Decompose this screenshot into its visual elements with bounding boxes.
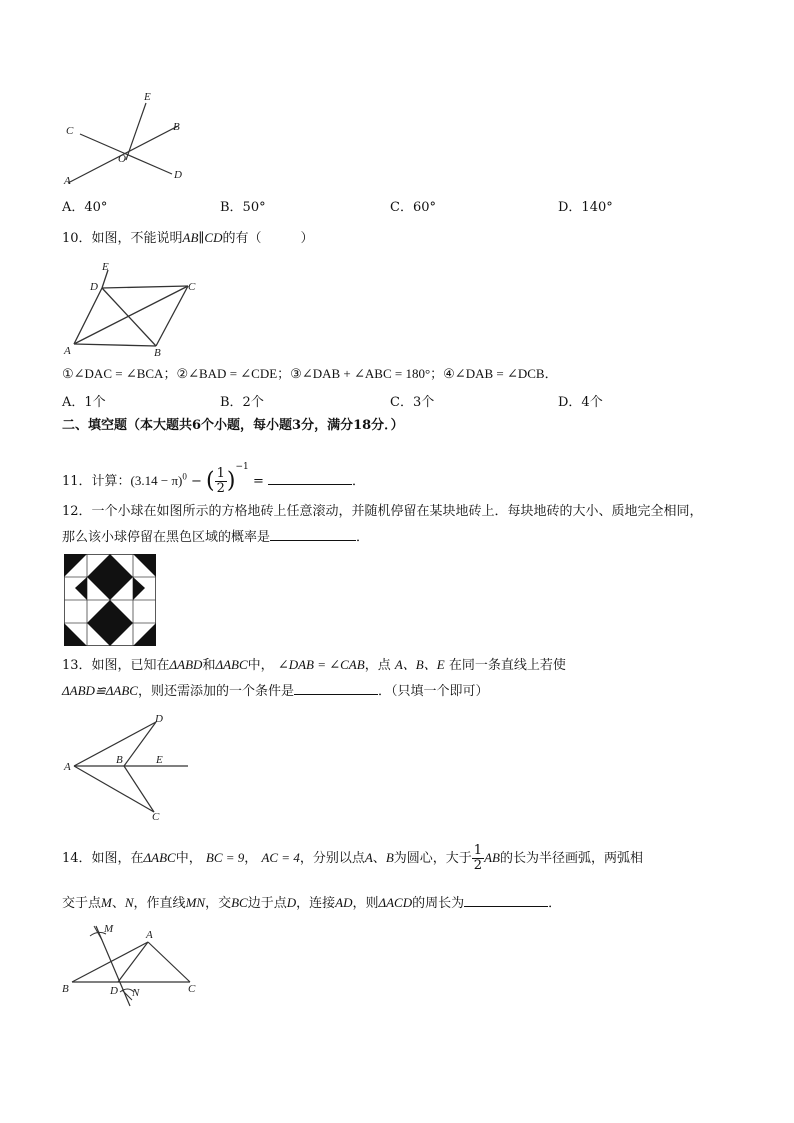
q10-label-e: E xyxy=(102,261,109,273)
q14-label-b: B xyxy=(62,983,69,995)
q13-label-a: A xyxy=(64,761,71,773)
q13-label-c: C xyxy=(152,811,160,822)
q10-stem-math: AB∥CD xyxy=(182,230,223,245)
q13-line1: 13．如图，已知在ΔABD和ΔABC中， ∠DAB = ∠CAB，点 A、B、E 在同一条直线上若使 xyxy=(62,657,566,673)
q9-label-o: O xyxy=(118,153,126,165)
q13-label-d: D xyxy=(155,713,163,725)
q9-figure xyxy=(60,88,200,188)
q9-option-b: B．50° xyxy=(220,200,266,215)
q14-label-n: N xyxy=(132,987,140,999)
q10-label-c: C xyxy=(188,281,196,293)
q9-label-b: B xyxy=(173,121,180,133)
q14-label-a: A xyxy=(146,929,153,941)
q11-answer-blank[interactable] xyxy=(268,472,352,485)
q10-option-d: D．4个 xyxy=(558,395,603,410)
q9-label-a: A xyxy=(64,175,71,187)
q14-label-d: D xyxy=(110,985,118,997)
q14-label-m: M xyxy=(104,923,114,935)
q13-line2: ΔABD≌ΔABC，则还需添加的一个条件是 ．（只填一个即可） xyxy=(62,683,489,699)
q14-figure xyxy=(60,920,210,1012)
q10-label-a: A xyxy=(64,345,71,357)
q9-option-d: D．140° xyxy=(558,200,613,215)
q11-fraction: $\frac{1}{2}$ xyxy=(216,466,225,496)
q9-option-c: C．60° xyxy=(390,200,436,215)
q12-line1: 12．一个小球在如图所示的方格地砖上任意滚动，并随机停留在某块地砖上．每块地砖的大小、质地完全相同， xyxy=(62,504,703,519)
q14-fraction: $\frac{1}{2}$ xyxy=(473,843,483,873)
q9-label-e: E xyxy=(144,91,151,103)
q14-line2: 交于点M、N，作直线MN，交BC边于点D，连接AD，则ΔACD的周长为 ． xyxy=(62,895,562,911)
q10-figure xyxy=(60,260,210,360)
q12-tile-grid xyxy=(64,554,156,646)
q12-answer-blank[interactable] xyxy=(270,528,356,541)
q13-label-e: E xyxy=(156,754,163,766)
q9-label-c: C xyxy=(66,125,74,137)
q11-line: 11．计算：$(3.14 - \pi)^0$ − ( $\frac{1}{2}$ )$^{-1}$ = ． xyxy=(62,462,365,496)
q10-label-b: B xyxy=(154,347,161,359)
q13-label-b: B xyxy=(116,754,123,766)
q10-conditions: ①∠DAC = ∠BCA；②∠BAD = ∠CDE；③∠DAB + ∠ABC = 180°；④∠DAB = ∠DCB． xyxy=(62,366,558,381)
q10-label-d: D xyxy=(90,281,98,293)
q14-answer-blank[interactable] xyxy=(464,894,548,907)
q10-option-b: B．2个 xyxy=(220,395,264,410)
q10-option-a: A．1个 xyxy=(62,395,106,410)
q10-option-c: C．3个 xyxy=(390,395,435,410)
q12-line2: 那么该小球停留在黑色区域的概率是 ． xyxy=(62,530,370,545)
q9-option-a: A．40° xyxy=(62,200,108,215)
q13-figure xyxy=(60,710,200,822)
q9-label-d: D xyxy=(174,169,182,181)
q13-answer-blank[interactable] xyxy=(294,682,378,695)
q14-line1: 14．如图，在ΔABC中， BC = 9， AC = 4，分别以点A、B为圆心，大于 $\frac{1}{2}$ AB的长为半径画弧，两弧相 xyxy=(62,843,643,873)
q14-label-c: C xyxy=(188,983,196,995)
section-title: 二、填空题（本大题共6个小题，每小题3分，满分18分．） xyxy=(62,418,404,433)
q10-stem: 10．如图，不能说明AB∥CD的有（ ） xyxy=(62,230,314,246)
